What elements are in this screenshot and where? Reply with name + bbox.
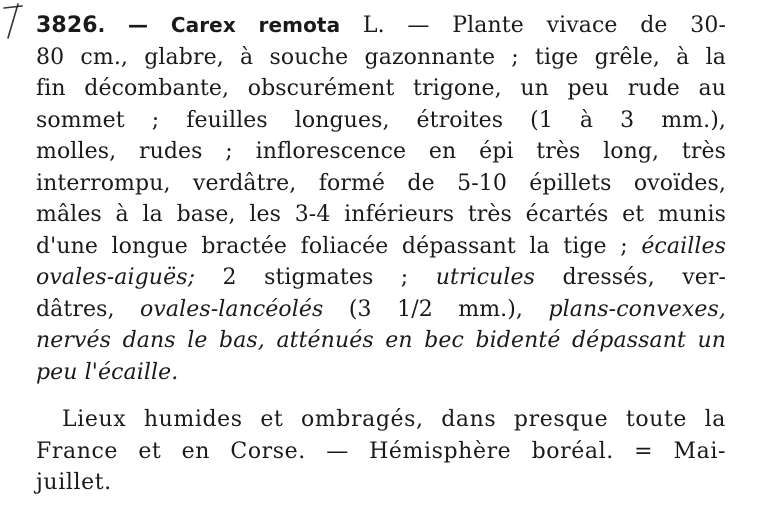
entry-line-5: molles, rudes ; inflorescence en épi très long, très [36,139,726,164]
entry-line-4: sommet ; feuilles longues, étroites (1 à 3 mm.), [36,107,726,133]
entry-line-9: ovales-aiguës; 2 stigmates ; utricules dressés, ver- [36,265,727,290]
entry-number: 3826 [36,13,98,38]
entry-text-line: Plante vivace de 30- [452,13,726,38]
entry-line-12: peu l'écaille. [36,359,179,385]
entry-line-11: nervés dans le bas, atténués en bec bidenté dépassant un [36,328,726,353]
entry-line-2: 80 cm., glabre, à souche gazonnante ; tige grêle, à la [36,44,726,70]
entry-line-10: dâtres, ovales-lancéolés (3 1/2 mm.), plans-convexes, [36,296,726,322]
entry-line-1: 3826. — Carex remota L. — Plante vivace de 30- [36,13,726,38]
margin-pen-mark-icon [2,2,28,42]
habitat-line-3: juillet. [36,470,112,495]
entry-italic-text: écailles [641,233,726,259]
entry-line-7: mâles à la base, les 3-4 inférieurs très écartés et munis [36,202,726,227]
habitat-paragraph [36,404,726,499]
entry-line-8: d'une longue bractée foliacée dépassant la tige ; écailles [36,233,726,259]
entry-line-6: interrompu, verdâtre, formé de 5-10 épillets ovoïdes, [36,170,726,196]
species-author: L. [362,13,385,38]
habitat-line-1: Lieux humides et ombragés, dans presque toute la [62,407,726,432]
habitat-line-2: France et en Corse. — Hémisphère boréal. = Mai- [36,438,726,464]
species-entry [36,10,726,388]
entry-line-3: fin décombante, obscurément trigone, un peu rude au [36,76,726,101]
species-name: Carex remota [170,13,341,37]
